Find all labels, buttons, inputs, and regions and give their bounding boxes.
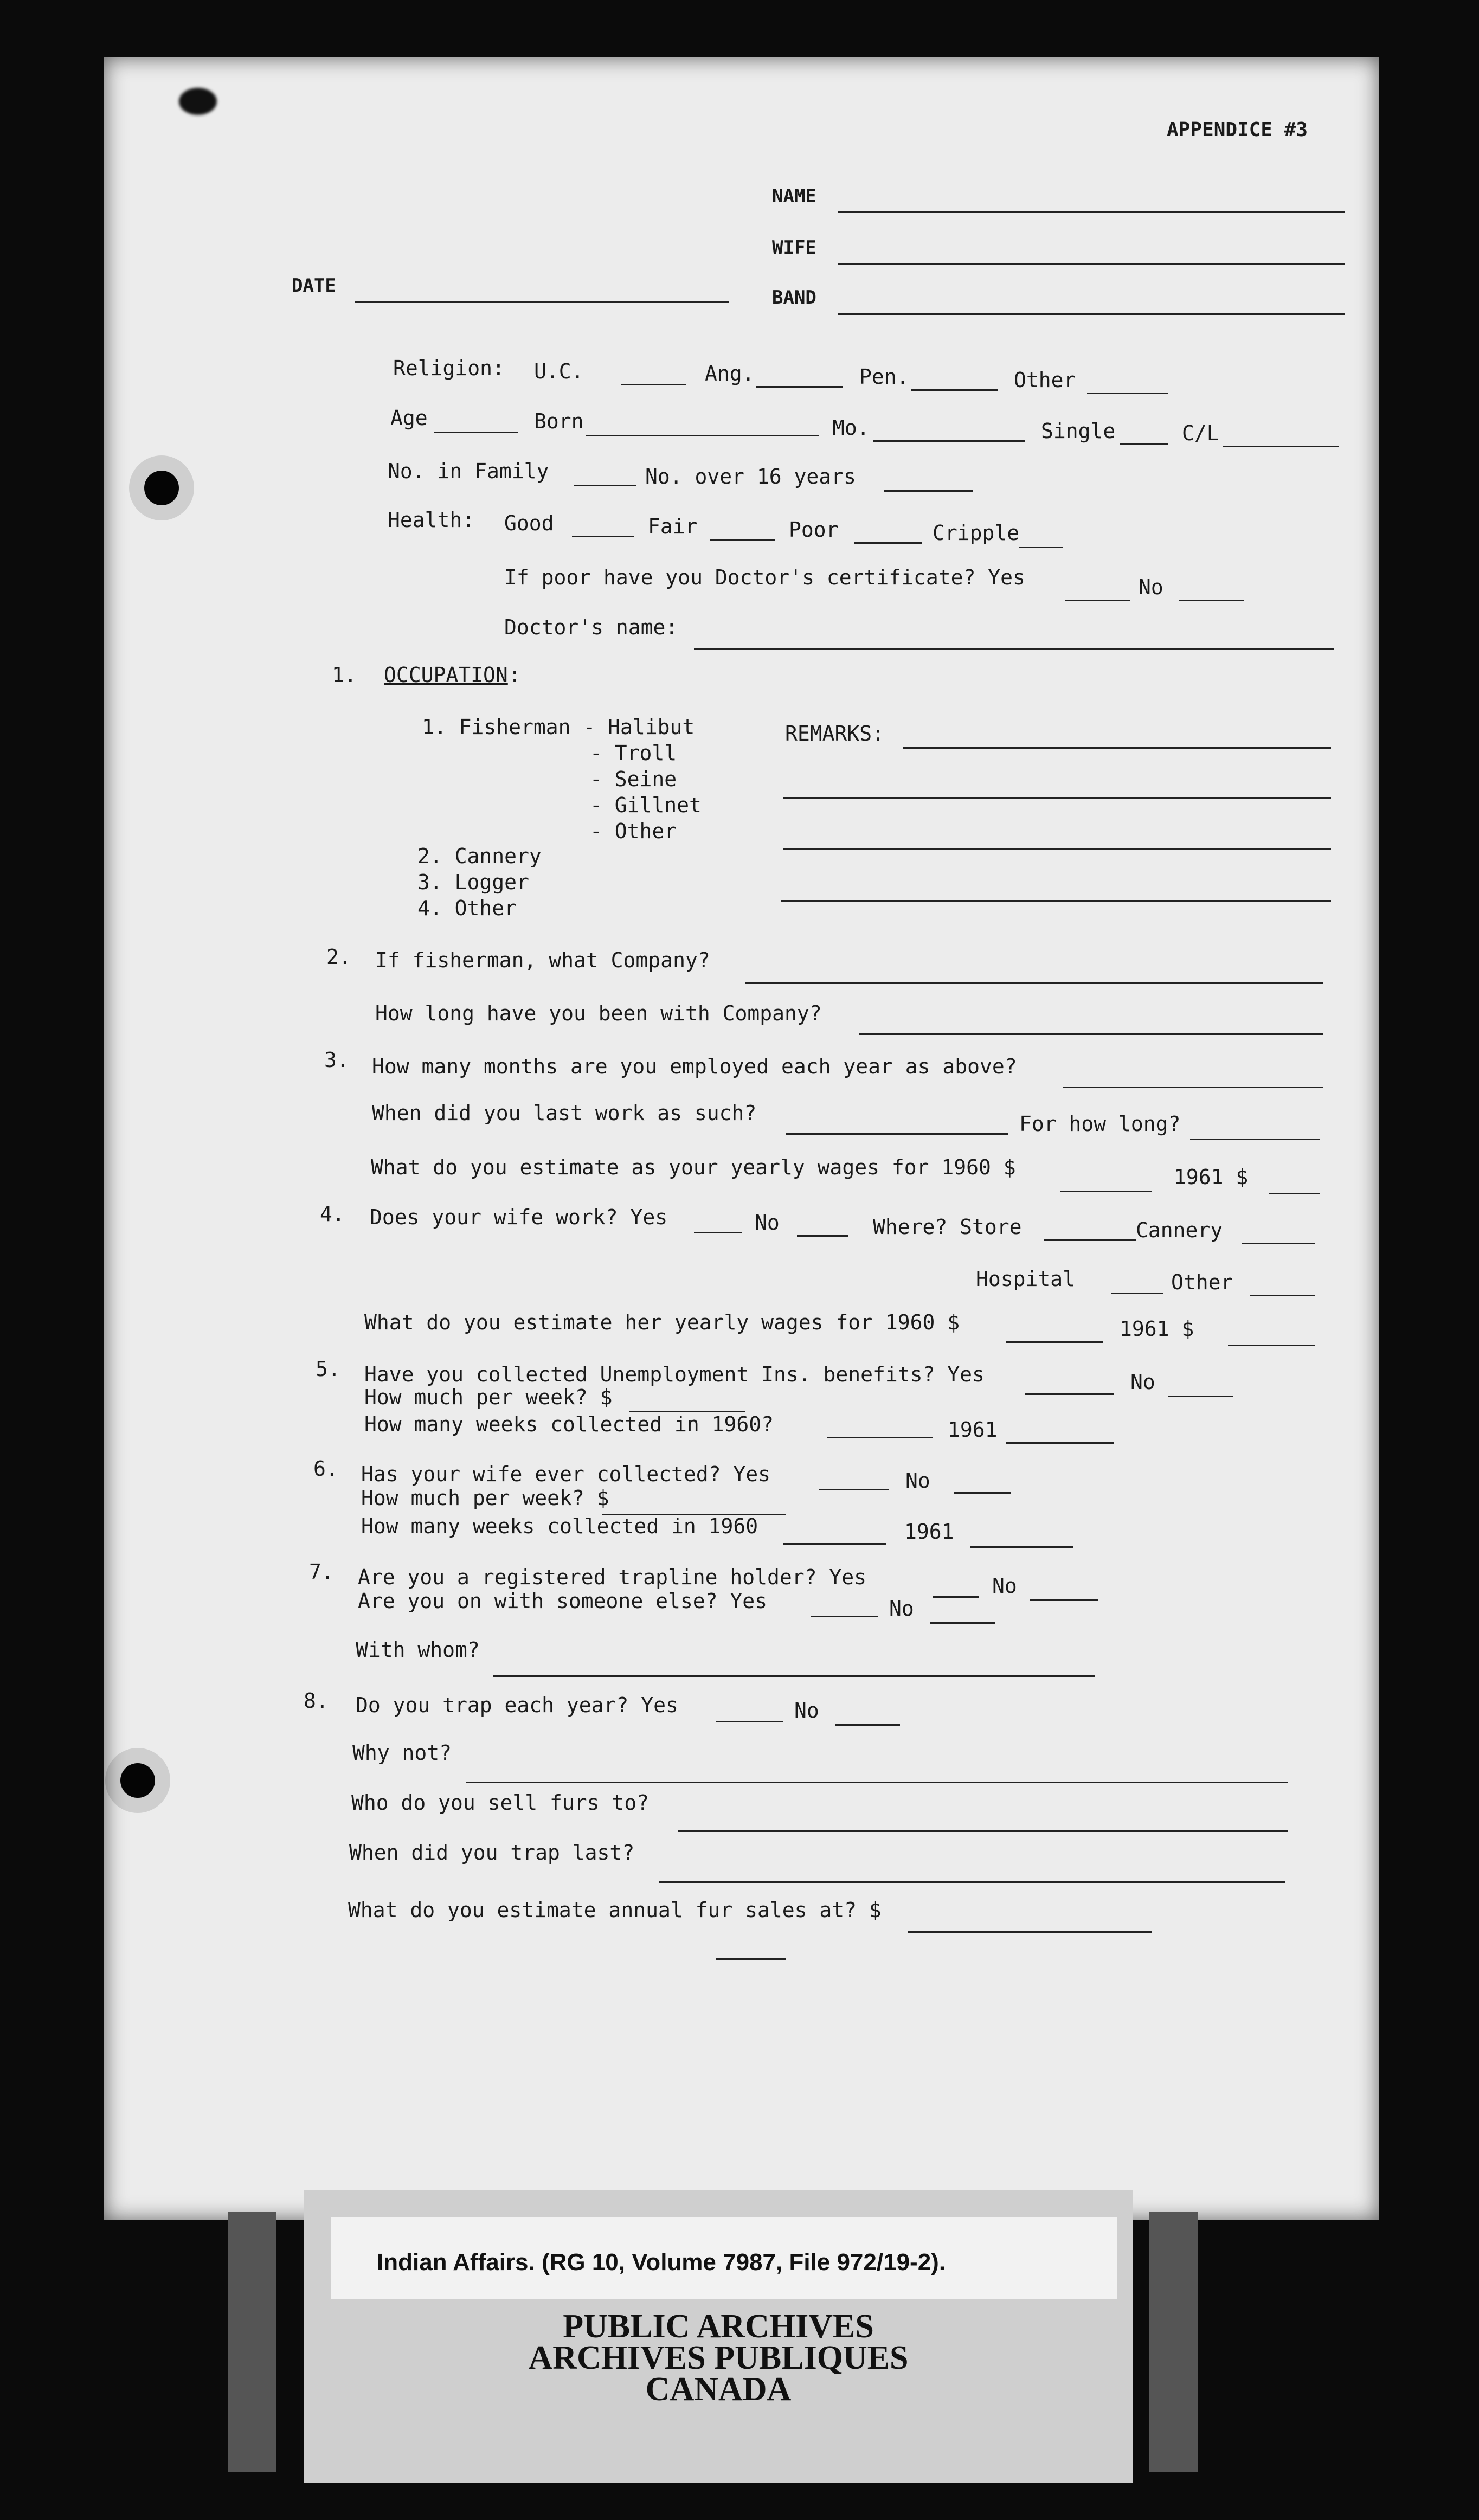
- wife-work-store-field[interactable]: [1044, 1239, 1136, 1241]
- question-1-number: 1.: [332, 663, 357, 687]
- trap-no-field[interactable]: [835, 1724, 900, 1726]
- wife-wages-1960-field[interactable]: [1006, 1341, 1103, 1343]
- wife-work-cannery-label: Cannery: [1136, 1218, 1223, 1242]
- trapline-holder-question: Are you a registered trapline holder? Yes: [358, 1565, 866, 1589]
- band-field[interactable]: [838, 313, 1345, 315]
- occupation-colon: :: [509, 663, 521, 687]
- wife-work-other-field[interactable]: [1250, 1295, 1315, 1296]
- why-not-label: Why not?: [352, 1741, 452, 1765]
- archive-stamp-line-1: PUBLIC ARCHIVES: [563, 2308, 874, 2345]
- remarks-line-4[interactable]: [781, 900, 1331, 902]
- archive-reference-text: Indian Affairs. (RG 10, Volume 7987, File 972/19-2).: [377, 2249, 946, 2275]
- wife-collected-yes-field[interactable]: [819, 1489, 889, 1490]
- remarks-line-2[interactable]: [783, 797, 1331, 799]
- trapline-no-field[interactable]: [1030, 1599, 1098, 1601]
- health-good-label: Good: [504, 511, 554, 535]
- trapline-partner-yes-field[interactable]: [811, 1616, 878, 1617]
- occupation-heading: OCCUPATION: [384, 663, 508, 687]
- wife-wages-1961-field[interactable]: [1228, 1345, 1315, 1346]
- health-poor-field[interactable]: [854, 542, 922, 544]
- fur-buyer-question: Who do you sell furs to?: [351, 1791, 650, 1815]
- benefits-yes-field[interactable]: [1025, 1393, 1114, 1395]
- months-employed-field[interactable]: [1063, 1087, 1323, 1088]
- wife-work-question: Does your wife work? Yes: [370, 1205, 668, 1229]
- certificate-no-label: No: [1139, 575, 1163, 599]
- age-label: Age: [390, 406, 428, 430]
- question-2-number: 2.: [326, 945, 351, 969]
- born-field[interactable]: [586, 435, 819, 436]
- benefits-weeks-1961-field[interactable]: [1006, 1442, 1114, 1444]
- wife-weeks-1961-field[interactable]: [970, 1546, 1073, 1548]
- trapline-partner-no-field[interactable]: [930, 1622, 995, 1624]
- archive-stamp-line-2: ARCHIVES PUBLIQUES: [528, 2339, 909, 2376]
- benefits-per-week-question: How much per week? $: [364, 1385, 613, 1409]
- over-16-label: No. over 16 years: [645, 465, 856, 488]
- date-label: DATE: [292, 275, 336, 297]
- with-whom-field[interactable]: [493, 1675, 1095, 1677]
- health-cripple-label: Cripple: [933, 521, 1020, 545]
- health-good-field[interactable]: [572, 536, 634, 537]
- single-label: Single: [1041, 419, 1116, 443]
- health-fair-field[interactable]: [710, 539, 775, 541]
- religion-other-label: Other: [1014, 368, 1076, 392]
- wages-1961-field[interactable]: [1269, 1193, 1320, 1194]
- wife-collected-question: Has your wife ever collected? Yes: [361, 1462, 770, 1486]
- occupation-fisherman-halibut: 1. Fisherman - Halibut: [422, 715, 695, 739]
- doctor-certificate-question: If poor have you Doctor's certificate? Yes: [504, 565, 1025, 589]
- wife-collected-no-field[interactable]: [954, 1492, 1011, 1494]
- last-work-field[interactable]: [786, 1133, 1008, 1135]
- question-7-number: 7.: [309, 1560, 334, 1584]
- name-field[interactable]: [838, 211, 1345, 213]
- wife-work-store-label: Where? Store: [873, 1215, 1022, 1239]
- wife-weeks-1960-question: How many weeks collected in 1960: [361, 1514, 758, 1538]
- fisherman-company-field[interactable]: [745, 982, 1323, 984]
- wife-work-yes-field[interactable]: [694, 1232, 742, 1233]
- question-3-number: 3.: [324, 1048, 349, 1072]
- wages-1961-label: 1961 $: [1174, 1165, 1249, 1189]
- wife-work-cannery-field[interactable]: [1242, 1243, 1315, 1244]
- date-field[interactable]: [355, 301, 729, 303]
- months-employed-question: How many months are you employed each year as above?: [372, 1055, 1017, 1078]
- appendix-label: APPENDICE #3: [1167, 119, 1308, 141]
- religion-ang-field[interactable]: [756, 386, 843, 388]
- religion-uc-field[interactable]: [621, 384, 686, 385]
- single-field[interactable]: [1120, 443, 1168, 445]
- work-duration-label: For how long?: [1019, 1112, 1181, 1136]
- religion-label: Religion:: [393, 356, 505, 380]
- name-label: NAME: [772, 185, 816, 207]
- remarks-label: REMARKS:: [785, 722, 885, 745]
- religion-uc-label: U.C.: [534, 359, 584, 383]
- month-field[interactable]: [873, 440, 1025, 442]
- wife-work-hospital-label: Hospital: [976, 1267, 1076, 1291]
- health-label: Health:: [388, 508, 475, 532]
- wife-work-hospital-field[interactable]: [1111, 1293, 1163, 1294]
- company-duration-question: How long have you been with Company?: [375, 1001, 822, 1025]
- occupation-other: 4. Other: [417, 896, 517, 920]
- unemployment-benefits-question: Have you collected Unemployment Ins. benefits? Yes: [364, 1362, 985, 1386]
- occupation-fishing-other: - Other: [590, 819, 677, 843]
- trapline-no-label: No: [992, 1574, 1017, 1598]
- wife-weeks-1960-field[interactable]: [783, 1543, 886, 1545]
- archive-stamp-line-3: CANADA: [645, 2371, 792, 2408]
- trap-last-field[interactable]: [659, 1881, 1285, 1883]
- certificate-yes-field[interactable]: [1065, 600, 1130, 601]
- wife-work-other-label: Other: [1171, 1270, 1233, 1294]
- wife-label: WIFE: [772, 237, 816, 259]
- last-work-question: When did you last work as such?: [372, 1101, 757, 1125]
- trap-last-question: When did you trap last?: [349, 1841, 635, 1865]
- wife-weeks-1961-label: 1961: [904, 1520, 954, 1544]
- occupation-logger: 3. Logger: [417, 870, 529, 894]
- benefits-weeks-1960-field[interactable]: [827, 1437, 933, 1438]
- certificate-no-field[interactable]: [1179, 600, 1244, 601]
- health-cripple-field[interactable]: [1019, 547, 1063, 548]
- over-16-field[interactable]: [884, 490, 973, 492]
- question-5-number: 5.: [316, 1357, 340, 1381]
- end-mark: [716, 1958, 786, 1960]
- wife-wages-1961-label: 1961 $: [1120, 1317, 1194, 1341]
- fur-buyer-field[interactable]: [678, 1830, 1288, 1832]
- remarks-line-1[interactable]: [903, 747, 1331, 749]
- question-6-number: 6.: [313, 1457, 338, 1481]
- family-count-field[interactable]: [574, 485, 636, 486]
- punch-hole-top: [144, 471, 179, 505]
- band-label: BAND: [772, 287, 816, 308]
- age-field[interactable]: [434, 432, 518, 433]
- fur-sales-question: What do you estimate annual fur sales at? $: [348, 1898, 882, 1922]
- benefits-no-label: No: [1130, 1370, 1155, 1394]
- wife-per-week-question: How much per week? $: [361, 1486, 609, 1510]
- benefits-no-field[interactable]: [1168, 1396, 1233, 1397]
- fisherman-company-question: If fisherman, what Company?: [375, 948, 710, 972]
- fur-sales-field[interactable]: [908, 1931, 1152, 1933]
- occupation-seine: - Seine: [590, 767, 677, 791]
- occupation-gillnet: - Gillnet: [590, 793, 702, 817]
- wife-wages-question: What do you estimate her yearly wages for 1960 $: [364, 1310, 960, 1334]
- born-label: Born: [534, 409, 584, 433]
- religion-other-field[interactable]: [1087, 393, 1168, 394]
- trapline-partner-question: Are you on with someone else? Yes: [358, 1589, 767, 1613]
- religion-ang-label: Ang.: [705, 362, 755, 385]
- religion-pen-label: Pen.: [859, 365, 909, 389]
- work-duration-field[interactable]: [1190, 1139, 1320, 1140]
- question-4-number: 4.: [320, 1202, 345, 1226]
- health-poor-label: Poor: [789, 518, 839, 542]
- with-whom-label: With whom?: [356, 1638, 480, 1662]
- company-duration-field[interactable]: [859, 1033, 1323, 1035]
- trap-yes-field[interactable]: [716, 1721, 783, 1722]
- remarks-line-3[interactable]: [783, 848, 1331, 850]
- doctor-name-field[interactable]: [694, 648, 1334, 650]
- occupation-troll: - Troll: [590, 741, 677, 765]
- wife-field[interactable]: [838, 263, 1345, 265]
- common-law-field[interactable]: [1223, 446, 1339, 447]
- wages-1960-field[interactable]: [1060, 1191, 1152, 1192]
- benefits-weeks-1960-question: How many weeks collected in 1960?: [364, 1412, 774, 1436]
- occupation-cannery: 2. Cannery: [417, 844, 542, 868]
- trap-each-year-question: Do you trap each year? Yes: [356, 1693, 678, 1717]
- trapline-partner-no-label: No: [889, 1597, 914, 1621]
- folder-shadow-left: [228, 2212, 276, 2472]
- trapline-yes-field[interactable]: [933, 1596, 979, 1598]
- common-law-label: C/L: [1182, 421, 1219, 445]
- folder-shadow-right: [1149, 2212, 1198, 2472]
- wife-work-no-label: No: [755, 1211, 780, 1235]
- wife-collected-no-label: No: [905, 1469, 930, 1493]
- doctor-name-label: Doctor's name:: [504, 615, 678, 639]
- month-label: Mo.: [832, 416, 870, 440]
- family-count-label: No. in Family: [388, 459, 549, 483]
- health-fair-label: Fair: [648, 515, 698, 538]
- why-not-field[interactable]: [466, 1782, 1288, 1783]
- benefits-weeks-1961-label: 1961: [948, 1418, 998, 1442]
- religion-pen-field[interactable]: [911, 389, 998, 391]
- ink-smudge: [179, 88, 217, 115]
- punch-hole-bottom: [120, 1763, 155, 1798]
- question-8-number: 8.: [304, 1689, 329, 1713]
- trap-no-label: No: [794, 1699, 819, 1722]
- yearly-wages-question: What do you estimate as your yearly wages for 1960 $: [371, 1155, 1016, 1179]
- wife-work-no-field[interactable]: [797, 1235, 848, 1237]
